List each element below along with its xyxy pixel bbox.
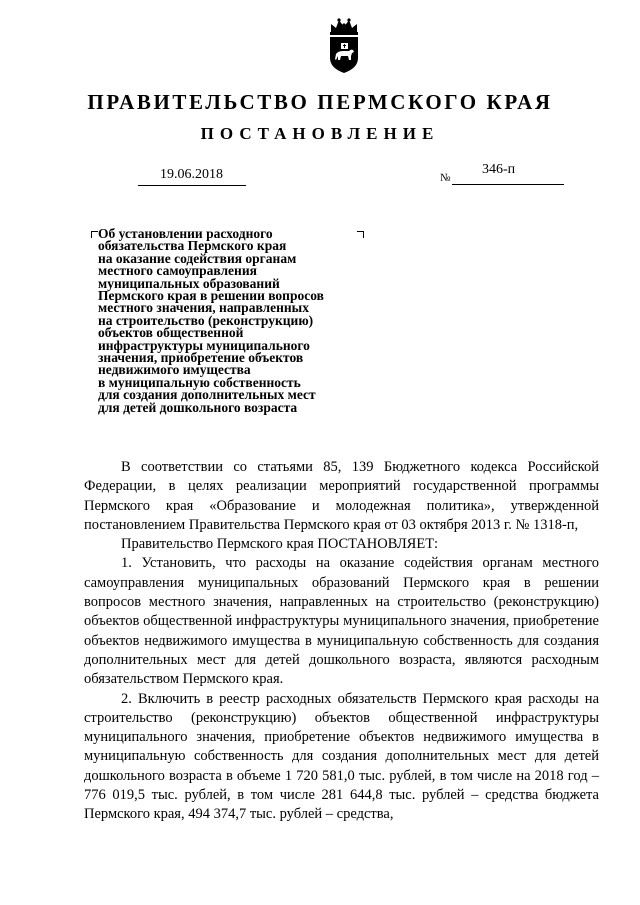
document-date: 19.06.2018 (160, 167, 223, 182)
document-number-field (452, 162, 564, 186)
subject-line: на строительство (реконструкцию) (98, 312, 314, 328)
subject-corner-mark-left (91, 231, 98, 238)
preamble-paragraph: В соответствии со статьями 85, 139 Бюджетного кодекса Российской Федерации, в целях реализации мероприятий государственной программы Пермского края «Образование и молодежная политика», утвержденной постановлением Правительства Пермского края от 03 октября 2013 г. № 1318-п, (84, 459, 599, 533)
number-sign: № (440, 172, 451, 184)
government-title: ПРАВИТЕЛЬСТВО ПЕРМСКОГО КРАЯ (87, 90, 553, 114)
subject-line: муниципальных образований (98, 275, 280, 291)
number-underline (452, 184, 564, 185)
document-date-field (138, 167, 246, 187)
document-body (84, 458, 599, 825)
subject-line: местного значения, направленных (98, 300, 309, 316)
subject-line: на оказание содействия органам (98, 250, 297, 266)
subject-line: обязательства Пермского края (98, 238, 287, 254)
subject-line: значения, приобретение объектов (98, 350, 304, 366)
resolution-statement: Правительство Пермского края ПОСТАНОВЛЯЕТ: (121, 536, 439, 553)
date-underline (138, 185, 246, 186)
coat-of-arms-icon (327, 18, 361, 74)
clause-2-paragraph: 2. Включить в реестр расходных обязательств Пермского края расходы на строительство (реконструкцию) объектов общественной инфраструктуры муниципального значения, приобретение объектов недвижимого имущества в муниципальную собственность для создания дополнительных мест для детей дошкольного возраста в объеме 1 720 581,0 тыс. рублей, в том числе на 2018 год – 776 019,5 тыс. рублей, в том числе 281 644,8 тыс. рублей – средства бюджета Пермского края, 494 374,7 тыс. рублей – средства, (84, 690, 599, 823)
subject-line: местного самоуправления (98, 263, 257, 279)
document-kind: ПОСТАНОВЛЕНИЕ (200, 124, 440, 143)
subject-line: для создания дополнительных мест (98, 387, 316, 403)
subject-line: Об установлении расходного (98, 226, 273, 241)
document-number: 346-п (482, 162, 516, 177)
subject-line: инфраструктуры муниципального (98, 337, 310, 353)
subject-line: недвижимого имущества (98, 362, 251, 378)
subject-line: объектов общественной (98, 325, 244, 341)
clause-1-paragraph: 1. Установить, что расходы на оказание содействия органам местного самоуправления муниципальных образований Пермского края в решении вопросов местного значения, направленных на строительство (реконструкцию) объектов общественной инфраструктуры муниципального значения, приобретение объектов недвижимого имущества в муниципальную собственность для создания дополнительных мест для детей дошкольного возраста, являются расходным обязательством Пермского края. (84, 555, 599, 688)
document-subject (98, 228, 368, 414)
subject-line: Пермского края в решении вопросов (98, 288, 324, 304)
subject-line: для детей дошкольного возраста (98, 399, 298, 415)
subject-line: в муниципальную собственность (98, 374, 301, 390)
